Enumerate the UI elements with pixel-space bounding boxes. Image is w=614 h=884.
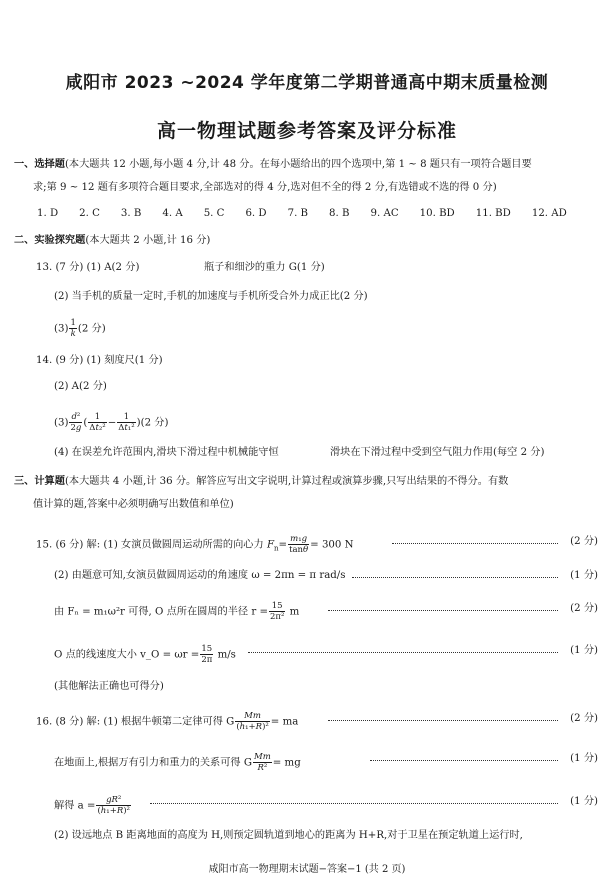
q14-part3-points: (2 分) (140, 417, 169, 429)
answer-item: 8. B (329, 208, 350, 219)
q16-newton-text: 16. (8 分) 解: (1) 根据牛顿第二定律可得 G (36, 716, 235, 728)
q15-fraction-force: $\frac{\text{m₁g}}{\tan\theta}$ (289, 534, 309, 555)
section1-intro: (本大题共 12 小题,每小题 4 分,计 48 分。在每小题给出的四个选项中,第 1 ~ 8 题只有一项符合题目要 (64, 159, 532, 170)
q16-line1 (36, 711, 298, 732)
q13-frac-num: 1 (70, 318, 76, 328)
q15-radius-text: 由 Fₙ = m₁ω²r 可得, O 点所在圆周的半径 r = (54, 606, 268, 618)
q13-line1b: 瓶子和细沙的重力 G(1 分) (204, 262, 325, 273)
q16-fraction-2: $\frac{Mm}{\text{R²}}$ (254, 752, 271, 773)
q15-points-4: (1 分) (570, 645, 598, 656)
q14-line4a: (4) 在误差允许范围内,滑块下滑过程中机械能守恒 (54, 447, 279, 458)
answer-item: 10. BD (419, 208, 455, 219)
q15-velocity-text: O 点的线速度大小 v_O = ωr = (54, 649, 200, 661)
q15-points-2: (1 分) (570, 570, 598, 581)
q16-gravity-text: 在地面上,根据万有引力和重力的关系可得 G (54, 757, 252, 769)
leader-dots (150, 803, 558, 804)
section1-text (14, 157, 532, 172)
q15-line1: 15. (6 分) 解: (1) 女演员做圆周运动所需的向心力 $F_n=$ $\frac{\text{m₁g}}{\tan\theta}$ = 300 N (36, 534, 354, 555)
document-title: 咸阳市 2023 ~2024 学年度第二学期普通高中期末质量检测 (65, 73, 549, 93)
section1-heading: 一、选择题 (14, 158, 65, 170)
page-footer: 咸阳市高一物理期末试题−答案−1 (共 2 页) (208, 864, 406, 875)
q16-fraction-1: $\frac{Mm}{\text{(h₁+R)²}}$ (236, 711, 269, 732)
answer-item: 1. D (37, 208, 59, 219)
q15-line3 (54, 601, 299, 622)
q14-part3-label: (3) (54, 417, 69, 429)
q15-points-1: (2 分) (570, 536, 598, 547)
q16-solve-text: 解得 a = (54, 800, 96, 812)
section2-text (14, 233, 210, 248)
q15-result: = 300 N (310, 539, 354, 551)
leader-dots (328, 720, 558, 721)
section1-intro-2: 求;第 9 ~ 12 题有多项符合题目要求,全部选对的得 4 分,选对但不全的得 2 分,有选错或不选的得 0 分) (33, 182, 497, 193)
q16-line2 (54, 752, 301, 773)
answer-item: 7. B (287, 208, 309, 219)
q14-fraction-2: $\frac{1}{\text{Δt₁²}}$ (118, 412, 135, 433)
q13-line2: (2) 当手机的质量一定时,手机的加速度与手机所受合外力成正比(2 分) (54, 291, 368, 302)
q16-newton-tail: = ma (270, 716, 299, 728)
answer-item: 2. C (79, 208, 100, 219)
leader-dots (352, 577, 558, 578)
answer-item: 9. AC (370, 208, 399, 219)
q15-line2: (2) 由题意可知,女演员做圆周运动的角速度 ω = 2πn = π rad/s (54, 570, 346, 581)
answer-item: 3. B (120, 208, 142, 219)
document-subtitle: 高一物理试题参考答案及评分标准 (156, 120, 457, 142)
q16-line3 (54, 795, 132, 816)
q14-line3: (3) $\frac{\text{d²}}{2g}$ ( $\frac{1}{\text{Δt₂²}}$ − $\frac{1}{\text{Δt₁²}}$ )(2 分) (54, 412, 169, 433)
leader-dots (248, 652, 558, 653)
answer-item: 5. C (203, 208, 225, 219)
q16-fraction-3: $\frac{\text{gR²}}{\text{(h₁+R)²}}$ (97, 795, 130, 816)
leader-dots (328, 610, 558, 611)
q13-fraction (69, 318, 76, 339)
q14-line2: (2) A(2 分) (54, 381, 107, 392)
q13-part3-points: (2 分) (77, 323, 106, 335)
q15-note: (其他解法正确也可得分) (54, 681, 164, 692)
q13-part3-label: (3) (54, 323, 69, 335)
q15-radius-unit: m (289, 606, 300, 618)
q14-fraction-1: $\frac{1}{\text{Δt₂²}}$ (89, 412, 106, 433)
leader-dots (392, 543, 558, 544)
q13-line1: 13. (7 分) (1) A(2 分) (36, 262, 140, 273)
q13-line3 (54, 318, 106, 339)
q16-points-1: (2 分) (570, 713, 598, 724)
q15-velocity-unit: m/s (217, 649, 236, 661)
section3-heading: 三、计算题 (14, 475, 65, 487)
answer-item: 11. BD (475, 208, 511, 219)
answer-item: 6. D (245, 208, 267, 219)
q16-gravity-tail: = mg (272, 757, 301, 769)
section3-intro-2: 值计算的题,答案中必须明确写出数值和单位) (33, 499, 234, 510)
section3-intro: (本大题共 4 小题,计 36 分。解答应写出文字说明,计算过程或演算步骤,只写出结果的不得分。有数 (64, 476, 509, 487)
q16-points-3: (1 分) (570, 796, 598, 807)
section2-intro: (本大题共 2 小题,计 16 分) (85, 235, 211, 246)
q16-points-2: (1 分) (570, 753, 598, 764)
q15-fraction-velocity: $\frac{15}{2\pi}$ (201, 644, 213, 665)
q14-line4b: 滑块在下滑过程中受到空气阻力作用(每空 2 分) (330, 447, 545, 458)
choice-answers (37, 207, 567, 221)
q15-fraction-radius: $\frac{15}{\text{2π²}}$ (269, 601, 285, 622)
section2-heading: 二、实验探究题 (14, 234, 86, 246)
section3-text (14, 474, 508, 489)
leader-dots (370, 760, 558, 761)
q14-fraction-d2-2g: $\frac{\text{d²}}{2g}$ (70, 412, 82, 433)
q14-line1: 14. (9 分) (1) 刻度尺(1 分) (36, 355, 163, 366)
q16-line4: (2) 设远地点 B 距离地面的高度为 H,则预定圆轨道到地心的距离为 H+R,对于卫星在预定轨道上运行时, (54, 830, 523, 841)
q15-text: 15. (6 分) 解: (1) 女演员做圆周运动所需的向心力 (36, 539, 264, 551)
q15-line4 (54, 644, 236, 665)
answer-item: 4. A (162, 208, 183, 219)
q13-frac-den: k (70, 329, 76, 339)
answer-item: 12. AD (531, 208, 567, 219)
q15-points-3: (2 分) (570, 603, 598, 614)
